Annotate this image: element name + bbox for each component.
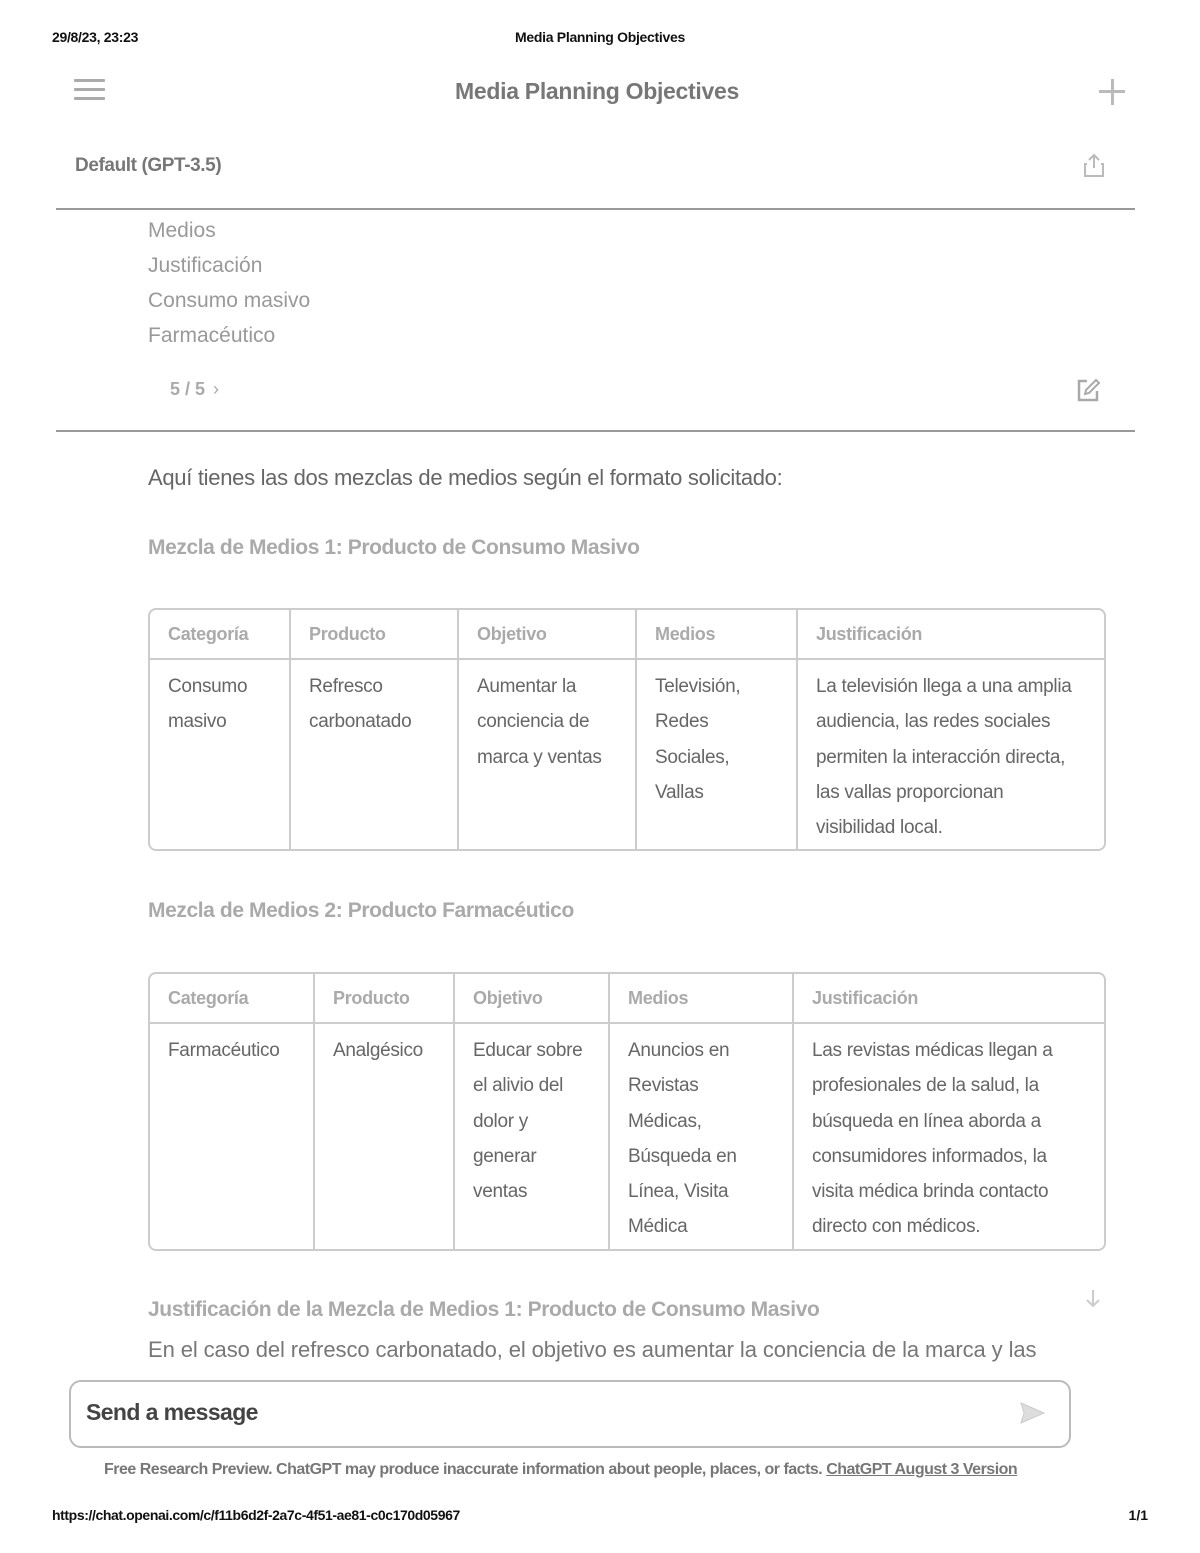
table-cell: Consumo masivo [150,660,291,849]
version-link[interactable]: ChatGPT August 3 Version [826,1461,1018,1478]
table-header-row [150,974,1104,1024]
column-header: Justificación [798,610,1104,660]
footer-note [104,1461,1017,1479]
column-header: Producto [291,610,459,660]
response-intro: Aquí tienes las dos mezclas de medios según el formato solicitado: [148,465,783,490]
pager-count: 5 / 5 [170,379,206,399]
mix1-heading: Mezcla de Medios 1: Producto de Consumo Masivo [148,536,640,559]
table-header-row [150,610,1104,660]
column-header: Categoría [150,974,315,1024]
message-pager[interactable] [170,379,219,400]
header-divider [56,208,1135,210]
justification-heading: Justificación de la Mezcla de Medios 1: Producto de Consumo Masivo [148,1298,820,1321]
justification-text: En el caso del refresco carbonatado, el objetivo es aumentar la conciencia de la marca y las [148,1337,1037,1362]
table-cell: Las revistas médicas llegan a profesionales de la salud, la búsqueda en línea aborda a consumidores informados, la visita médica brinda contacto directo con médicos. [812,1040,1053,1238]
column-header: Producto [315,974,455,1024]
previous-message-line: Consumo masivo [148,289,311,312]
print-date: 29/8/23, 23:23 [52,29,139,45]
message-input[interactable] [86,1399,986,1426]
column-header: Objetivo [455,974,610,1024]
mix2-heading: Mezcla de Medios 2: Producto Farmacéutico [148,899,574,922]
table-cell: Analgésico [315,1024,455,1249]
table-cell: Refresco carbonatado [291,660,459,849]
print-title: Media Planning Objectives [515,29,685,45]
table-row [150,660,1104,849]
column-header: Justificación [794,974,1104,1024]
model-label: Default (GPT-3.5) [75,155,222,176]
column-header: Medios [610,974,794,1024]
previous-message-line: Justificación [148,254,263,277]
footer-disclaimer: Free Research Preview. ChatGPT may produce inaccurate information about people, places, or facts. [104,1461,823,1478]
table-cell: Televisión, Redes Sociales, Vallas [637,660,798,849]
previous-message-line: Medios [148,219,216,242]
previous-message-line: Farmacéutico [148,324,276,347]
send-icon[interactable] [1018,1399,1046,1427]
mix1-table [148,608,1106,851]
table-cell: Anuncios en Revistas Médicas, Búsqueda en Línea, Visita Médica [610,1024,794,1249]
arrow-down-icon[interactable] [1082,1288,1104,1310]
column-header: Objetivo [459,610,637,660]
print-url: https://chat.openai.com/c/f11b6d2f-2a7c-4f51-ae81-c0c170d05967 [52,1507,460,1523]
chevron-right-icon[interactable]: › [213,379,220,399]
mix2-table [148,972,1106,1251]
edit-icon[interactable] [1075,377,1101,403]
plus-icon[interactable] [1099,79,1125,105]
message-divider [56,430,1135,432]
table-cell: Aumentar la conciencia de marca y ventas [459,660,637,849]
column-header: Medios [637,610,798,660]
table-cell: Farmacéutico [150,1024,315,1249]
table-row [150,1024,1104,1249]
chat-title: Media Planning Objectives [455,78,739,104]
print-page-number: 1/1 [1128,1507,1148,1523]
table-cell: La televisión llega a una amplia audiencia, las redes sociales permiten la interacción directa, las vallas proporcionan visibilidad local. [816,676,1072,839]
table-cell: Educar sobre el alivio del dolor y generar ventas [455,1024,610,1249]
share-icon[interactable] [1082,152,1106,178]
column-header: Categoría [150,610,291,660]
